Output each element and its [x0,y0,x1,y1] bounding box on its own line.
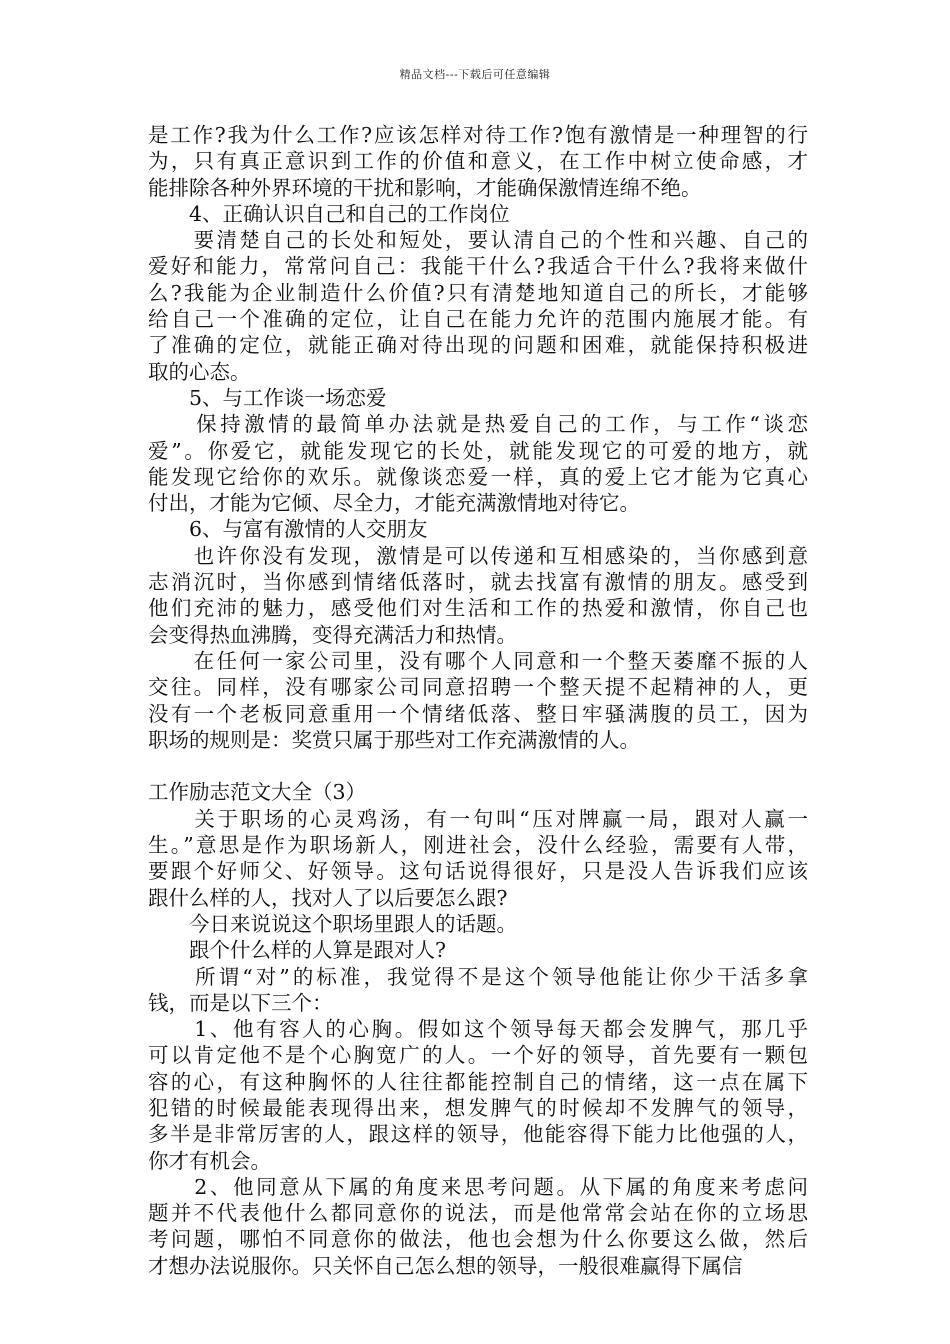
text-line: 没有一个老板同意重用一个情绪低落、整日牢骚满腹的员工，因为 [148,701,808,726]
text-line [148,753,808,779]
paragraph [148,411,808,516]
paragraph [148,806,808,911]
paragraph [148,516,808,542]
text-line: 付出，才能为它倾、尽全力，才能充满激情地对待它。 [148,491,640,516]
text-line: 职场的规则是：奖赏只属于那些对工作充满激情的人。 [148,727,640,752]
text-line: 能排除各种外界环境的干扰和影响，才能确保激情连绵不绝。 [148,175,702,200]
text-line: 了准确的定位，就能正确对待出现的问题和困难，就能保持积极进 [148,333,808,358]
text-line: 为，只有真正意识到工作的价值和意义，在工作中树立使命感，才 [148,149,808,174]
text-line: 关于职场的心灵鸡汤，有一句叫“压对牌赢一局，跟对人赢一 [148,806,808,831]
text-line: 要清楚自己的长处和短处，要认清自己的个性和兴趣、自己的 [148,228,808,253]
paragraph [148,648,808,753]
paragraph [148,543,808,648]
text-line: 所谓“对”的标准，我觉得不是这个领导他能让你少干活多拿 [148,964,808,989]
paragraph [148,1174,808,1279]
text-line: 爱”。你爱它，就能发现它的长处，就能发现它的可爱的地方，就 [148,438,808,463]
paragraph [148,201,808,227]
text-line: 跟个什么样的人算是跟对人? [148,938,446,963]
text-line: 容的心，有这种胸怀的人往往都能控制自己的情绪，这一点在属下 [148,1069,808,1094]
text-line: 可以肯定他不是个心胸宽广的人。一个好的领导，首先要有一颗包 [148,1043,808,1068]
paragraph [148,753,808,779]
text-line: 么?我能为企业制造什么价值?只有清楚地知道自己的所长，才能够 [148,280,808,305]
paragraph [148,385,808,411]
text-line: 保持激情的最简单办法就是热爱自己的工作，与工作“谈恋 [148,412,808,437]
text-line: 犯错的时候最能表现得出来，想发脾气的时候却不发脾气的领导， [148,1095,808,1120]
text-line: 4、正确认识自己和自己的工作岗位 [148,201,510,226]
text-line: 取的心态。 [148,359,251,384]
text-line: 是工作?我为什么工作?应该怎样对待工作?饱有激情是一种理智的行 [148,123,808,147]
text-line: 在任何一家公司里，没有哪个人同意和一个整天萎靡不振的人 [148,648,808,673]
paragraph [148,122,808,201]
text-line: 5、与工作谈一场恋爱 [148,385,387,410]
text-line: 给自己一个准确的定位，让自己在能力允许的范围内施展才能。有 [148,307,808,332]
text-line: 考问题，哪怕不同意你的做法，他也会想为什么你要这么做，然后 [148,1227,808,1252]
paragraph [148,779,808,805]
text-line: 才想办法说服你。只关怀自己怎么想的领导，一般很难赢得下属信 [148,1253,743,1278]
text-line: 多半是非常厉害的人，跟这样的领导，他能容得下能力比他强的人， [148,1122,808,1147]
text-line: 会变得热血沸腾，变得充满活力和热情。 [148,622,517,647]
text-line: 能发现它给你的欢乐。就像谈恋爱一样，真的爱上它才能为它真心 [148,464,808,489]
paragraph [148,1016,808,1174]
text-line: 跟什么样的人，找对人了以后要怎么跟? [148,885,508,910]
paragraph [148,964,808,1017]
text-line: 题并不代表他什么都同意你的说法，而是他常常会站在你的立场思 [148,1201,808,1226]
text-line: 2、他同意从下属的角度来思考问题。从下属的角度来考虑问 [148,1174,808,1199]
text-line: 你才有机会。 [148,1148,271,1173]
text-line: 1、他有容人的心胸。假如这个领导每天都会发脾气，那几乎 [148,1017,808,1042]
paragraph [148,937,808,963]
text-line: 他们充沛的魅力，感受他们对生活和工作的热爱和激情，你自己也 [148,596,808,621]
text-line: 要跟个好师父、好领导。这句话说得很好，只是没人告诉我们应该 [148,859,808,884]
text-line: 工作励志范文大全（3） [148,780,367,805]
document-body [148,122,808,1279]
text-line: 钱，而是以下三个： [148,990,333,1015]
text-line: 生。”意思是作为职场新人，刚进社会，没什么经验，需要有人带， [148,833,808,858]
text-line: 也许你没有发现，激情是可以传递和互相感染的，当你感到意 [148,543,808,568]
text-line: 志消沉时，当你感到情绪低落时，就去找富有激情的朋友。感受到 [148,570,808,595]
text-line: 爱好和能力，常常问自己：我能干什么?我适合干什么?我将来做什 [148,254,808,279]
paragraph [148,911,808,937]
text-line: 6、与富有激情的人交朋友 [148,517,428,542]
text-line: 今日来说说这个职场里跟人的话题。 [148,911,517,936]
text-line: 交往。同样，没有哪家公司同意招聘一个整天提不起精神的人，更 [148,675,808,700]
page-header: 精品文档---下载后可任意编辑 [399,68,551,81]
paragraph [148,227,808,385]
